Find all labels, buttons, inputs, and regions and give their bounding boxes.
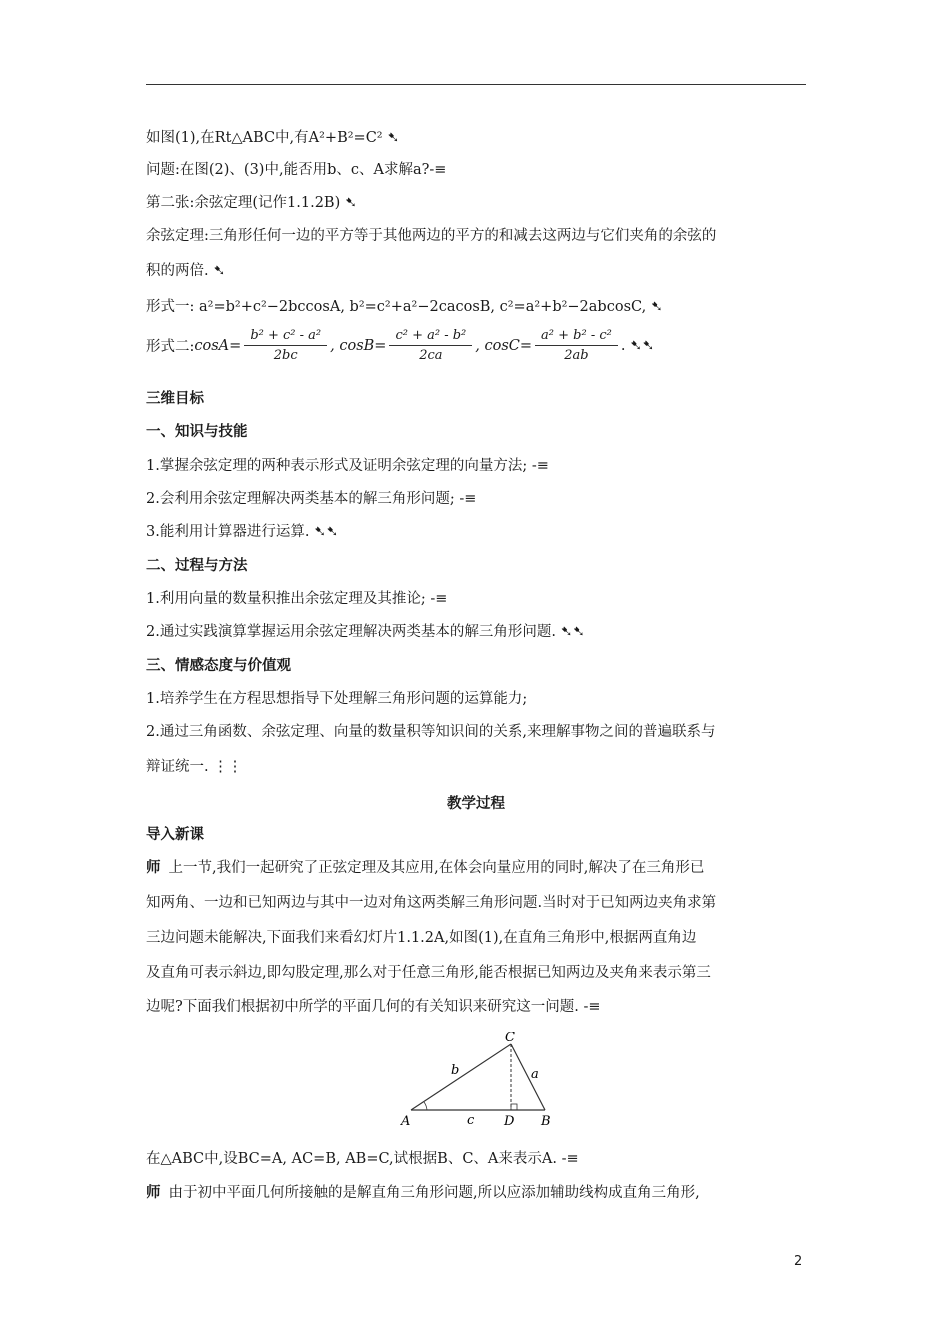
cosB-denominator: 2ca bbox=[419, 348, 443, 363]
process-item-1: 1.利用向量的数量积推出余弦定理及其推论; -≡ bbox=[146, 591, 448, 607]
side-b bbox=[411, 1044, 511, 1110]
header-rule bbox=[146, 84, 806, 85]
text-line-triangle-setup: 在△ABC中,设BC=A, AC=B, AB=C,试根据B、C、A来表示A. -≡ bbox=[146, 1151, 579, 1167]
angle-a-arc bbox=[424, 1102, 427, 1110]
heading-objectives: 三维目标 bbox=[146, 391, 204, 407]
cosB-numerator: c² + a² - b² bbox=[389, 328, 472, 346]
teacher-paragraph-2-line-1 bbox=[146, 1183, 700, 1203]
heading-knowledge: 一、知识与技能 bbox=[146, 424, 248, 440]
text-line-5: 积的两倍. ➷ bbox=[146, 263, 226, 279]
teacher-paragraph-line-5: 边呢?下面我们根据初中所学的平面几何的有关知识来研究这一问题. -≡ bbox=[146, 999, 601, 1015]
text-line-2: 问题:在图(2)、(3)中,能否用b、c、A求解a?-≡ bbox=[146, 162, 447, 178]
vertex-label-a: A bbox=[401, 1114, 411, 1129]
knowledge-item-2: 2.会利用余弦定理解决两类基本的解三角形问题; -≡ bbox=[146, 491, 477, 507]
cosA-numerator: b² + c² - a² bbox=[244, 328, 327, 346]
teacher-paragraph-line-1 bbox=[146, 858, 704, 878]
formula-form-two bbox=[146, 328, 654, 363]
side-label-b: b bbox=[451, 1063, 460, 1078]
vertex-label-d: D bbox=[504, 1114, 515, 1129]
cosA-denominator: 2bc bbox=[273, 348, 298, 363]
cosB-fraction bbox=[389, 328, 472, 363]
cosB-lhs: , cosB= bbox=[330, 337, 387, 354]
cosC-lhs: , cosC= bbox=[475, 337, 533, 354]
process-item-2: 2.通过实践演算掌握运用余弦定理解决两类基本的解三角形问题. ➷➷ bbox=[146, 624, 585, 640]
triangle-figure bbox=[395, 1032, 565, 1132]
attitude-item-2: 2.通过三角函数、余弦定理、向量的数量积等知识间的关系,来理解事物之间的普遍联系与 bbox=[146, 724, 716, 740]
heading-process: 二、过程与方法 bbox=[146, 558, 248, 574]
formula-label: 形式二: bbox=[146, 339, 195, 355]
cosC-denominator: 2ab bbox=[564, 348, 589, 363]
teacher-text-1: 上一节,我们一起研究了正弦定理及其应用,在体会向量应用的同时,解决了在三角形已 bbox=[168, 860, 705, 876]
text-line-4: 余弦定理:三角形任何一边的平方等于其他两边的平方的和减去这两边与它们夹角的余弦的 bbox=[146, 228, 717, 244]
knowledge-item-1: 1.掌握余弦定理的两种表示形式及证明余弦定理的向量方法; -≡ bbox=[146, 458, 549, 474]
vertex-label-b: B bbox=[541, 1114, 551, 1129]
side-a bbox=[511, 1044, 545, 1110]
side-label-c: c bbox=[467, 1113, 475, 1128]
teacher-label-2: 师 bbox=[146, 1185, 161, 1201]
vertex-label-c: C bbox=[505, 1032, 515, 1045]
heading-attitude: 三、情感态度与价值观 bbox=[146, 658, 291, 674]
formula-form-one: 形式一: a²=b²+c²−2bccosA, b²=c²+a²−2cacosB, c²=a²+b²−2abcosC, ➷ bbox=[146, 299, 663, 315]
heading-intro: 导入新课 bbox=[146, 827, 204, 843]
teacher-paragraph-line-2: 知两角、一边和已知两边与其中一边对角这两类解三角形问题.当时对于已知两边夹角求第 bbox=[146, 895, 717, 911]
knowledge-item-3: 3.能利用计算器进行运算. ➷➷ bbox=[146, 524, 339, 540]
section-title: 教学过程 bbox=[447, 796, 505, 812]
attitude-item-1: 1.培养学生在方程思想指导下处理解三角形问题的运算能力; bbox=[146, 691, 528, 707]
page-number: 2 bbox=[794, 1254, 803, 1269]
formula-tail: . ➷➷ bbox=[620, 337, 655, 354]
teacher-paragraph-line-4: 及直角可表示斜边,即勾股定理,那么对于任意三角形,能否根据已知两边及夹角来表示第三 bbox=[146, 965, 711, 981]
teacher-text-2: 由于初中平面几何所接触的是解直角三角形问题,所以应添加辅助线构成直角三角形, bbox=[168, 1185, 700, 1201]
teacher-paragraph-line-3: 三边问题未能解决,下面我们来看幻灯片1.1.2A,如图(1),在直角三角形中,根据两直角边 bbox=[146, 930, 697, 946]
attitude-item-2-cont: 辩证统一. ⋮⋮ bbox=[146, 759, 243, 775]
cosC-numerator: a² + b² - c² bbox=[535, 328, 618, 346]
cosA-lhs: cosA= bbox=[194, 337, 242, 354]
side-label-a: a bbox=[531, 1067, 539, 1082]
right-angle-mark bbox=[511, 1104, 517, 1110]
text-line-1: 如图(1),在Rt△ABC中,有A²+B²=C² ➷ bbox=[146, 130, 400, 146]
text-line-3: 第二张:余弦定理(记作1.1.2B) ➷ bbox=[146, 195, 358, 211]
teacher-label: 师 bbox=[146, 860, 161, 876]
cosA-fraction bbox=[244, 328, 327, 363]
cosC-fraction bbox=[535, 328, 618, 363]
